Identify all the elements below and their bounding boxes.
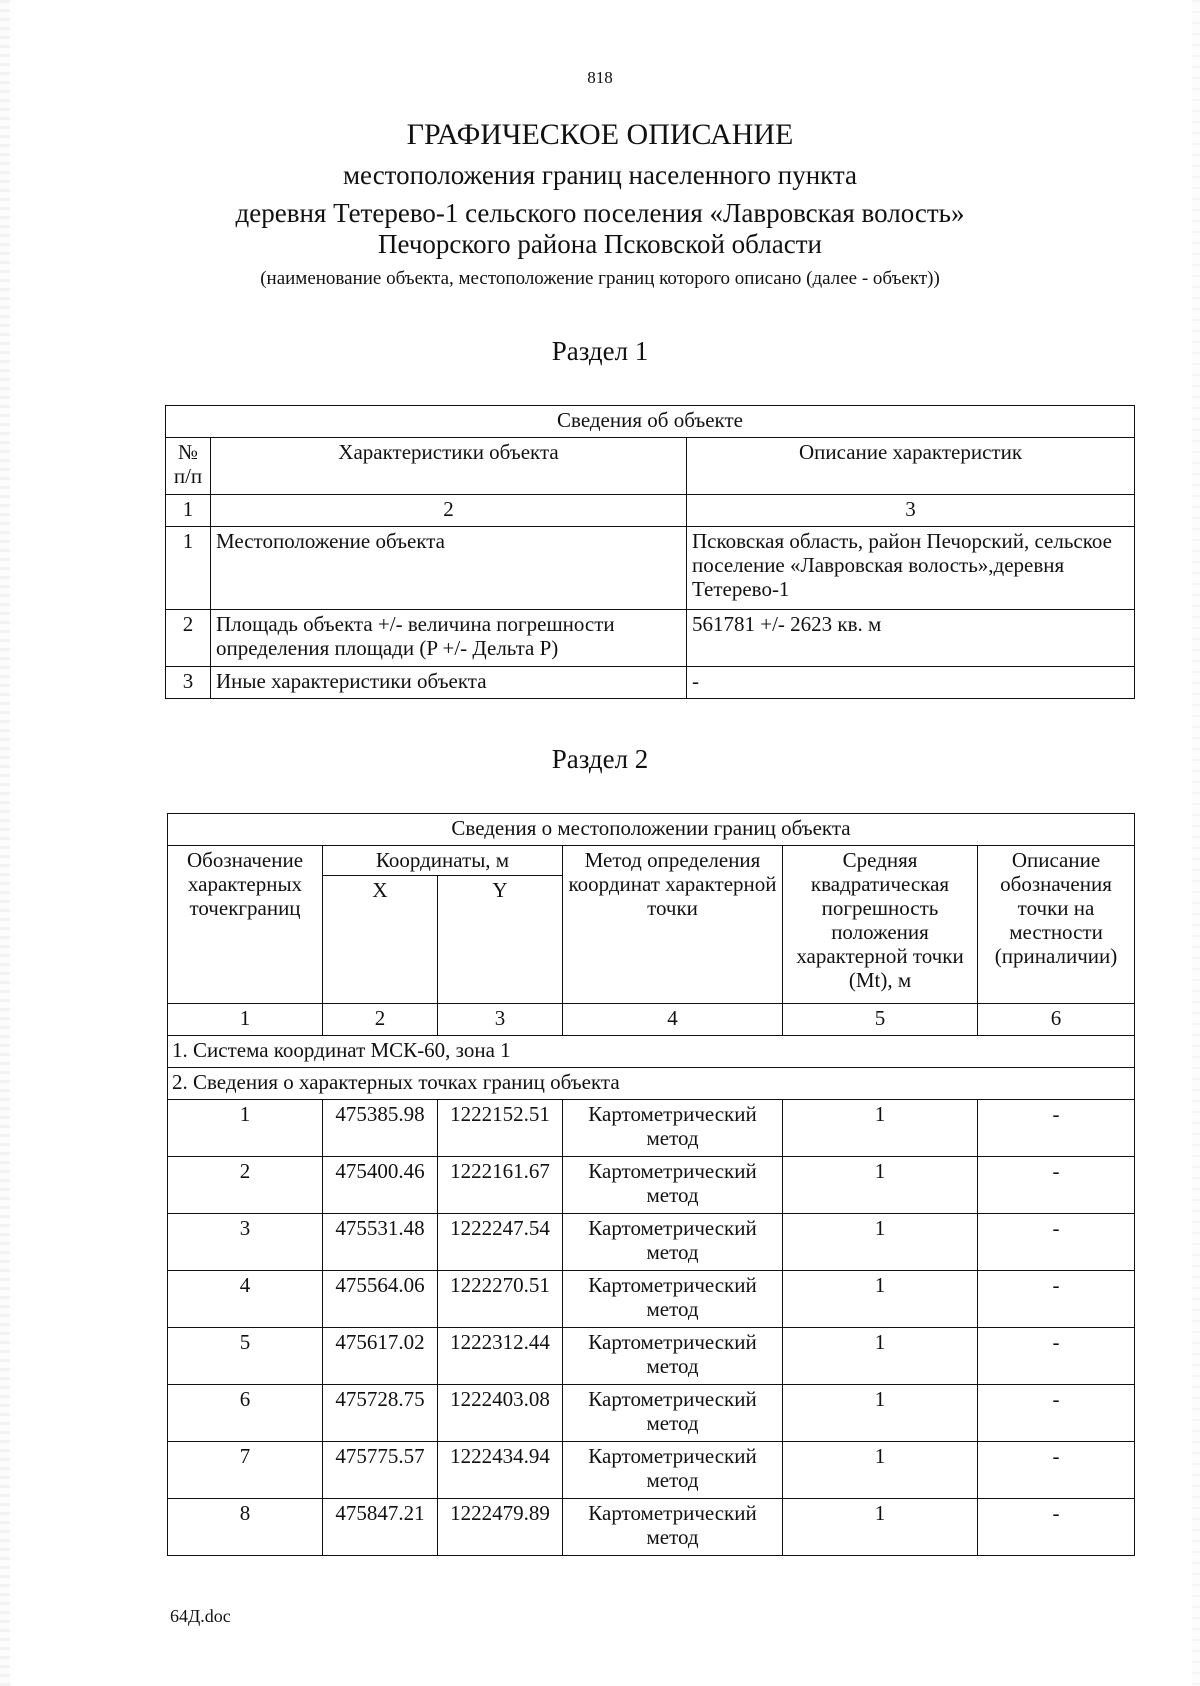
point-mean-error: 1 xyxy=(783,1214,978,1271)
header-characteristics: Характеристики объекта xyxy=(211,438,687,495)
point-mean-error: 1 xyxy=(783,1328,978,1385)
table-row xyxy=(168,1442,1135,1499)
header-coordinates: Координаты, м xyxy=(323,846,563,876)
object-info-table xyxy=(165,405,1135,699)
point-x: 475775.57 xyxy=(323,1442,438,1499)
point-mean-error: 1 xyxy=(783,1499,978,1556)
document-subtitle-line-2: деревня Тетерево-1 сельского поселения «Лавровская волость» xyxy=(235,198,965,228)
column-number: 3 xyxy=(438,1004,563,1036)
row-description: 561781 +/- 2623 кв. м xyxy=(687,610,1135,667)
table-row xyxy=(168,1214,1135,1271)
point-description: - xyxy=(978,1499,1135,1556)
point-x: 475531.48 xyxy=(323,1214,438,1271)
point-y: 1222270.51 xyxy=(438,1271,563,1328)
column-number: 5 xyxy=(783,1004,978,1036)
table-row xyxy=(168,1385,1135,1442)
header-mean-error: Средняя квадратическая погрешность положения характерной точки (Mt), м xyxy=(783,846,978,1004)
point-x: 475847.21 xyxy=(323,1499,438,1556)
row-characteristic: Иные характеристики объекта xyxy=(211,667,687,699)
point-mean-error: 1 xyxy=(783,1271,978,1328)
point-method: Картометрический метод xyxy=(563,1214,783,1271)
point-method: Картометрический метод xyxy=(563,1157,783,1214)
point-number: 7 xyxy=(168,1442,323,1499)
point-number: 6 xyxy=(168,1385,323,1442)
column-number: 2 xyxy=(211,495,687,527)
point-number: 5 xyxy=(168,1328,323,1385)
point-x: 475617.02 xyxy=(323,1328,438,1385)
header-y: Y xyxy=(438,876,563,1004)
header-description: Описание характеристик xyxy=(687,438,1135,495)
point-x: 475385.98 xyxy=(323,1100,438,1157)
point-method: Картометрический метод xyxy=(563,1442,783,1499)
header-x: X xyxy=(323,876,438,1004)
row-description: - xyxy=(687,667,1135,699)
point-description: - xyxy=(978,1328,1135,1385)
table-row xyxy=(168,1157,1135,1214)
row-number: 3 xyxy=(166,667,211,699)
point-mean-error: 1 xyxy=(783,1385,978,1442)
point-number: 2 xyxy=(168,1157,323,1214)
point-y: 1222161.67 xyxy=(438,1157,563,1214)
point-x: 475564.06 xyxy=(323,1271,438,1328)
document-subtitle-line-3: Печорского района Псковской области xyxy=(378,229,822,259)
row-number: 1 xyxy=(166,527,211,610)
column-number: 3 xyxy=(687,495,1135,527)
row-description: Псковская область, район Печорский, сельское поселение «Лавровская волость»,деревня Тетерево-1 xyxy=(687,527,1135,610)
header-point-designation: Обозначение характерных точекграниц xyxy=(168,846,323,1004)
points-section-header: 2. Сведения о характерных точках границ объекта xyxy=(168,1068,1135,1100)
point-x: 475400.46 xyxy=(323,1157,438,1214)
document-subtitle-line-1: местоположения границ населенного пункта xyxy=(342,160,858,190)
point-description: - xyxy=(978,1157,1135,1214)
table-row xyxy=(168,1499,1135,1556)
points-body xyxy=(168,1100,1135,1556)
point-description: - xyxy=(978,1271,1135,1328)
point-x: 475728.75 xyxy=(323,1385,438,1442)
header-no: № п/п xyxy=(166,438,211,495)
point-mean-error: 1 xyxy=(783,1442,978,1499)
point-description: - xyxy=(978,1214,1135,1271)
header-method: Метод определения координат характерной точки xyxy=(563,846,783,1004)
point-y: 1222403.08 xyxy=(438,1385,563,1442)
point-number: 1 xyxy=(168,1100,323,1157)
boundary-points-table xyxy=(167,813,1135,1556)
point-method: Картометрический метод xyxy=(563,1328,783,1385)
point-y: 1222152.51 xyxy=(438,1100,563,1157)
column-number: 4 xyxy=(563,1004,783,1036)
document-subtitle-note: (наименование объекта, местоположение границ которого описано (далее - объект)) xyxy=(260,268,940,289)
table-row xyxy=(166,667,1135,699)
coordinate-system: 1. Система координат МСК-60, зона 1 xyxy=(168,1036,1135,1068)
point-number: 3 xyxy=(168,1214,323,1271)
point-number: 8 xyxy=(168,1499,323,1556)
section-1-title: Раздел 1 xyxy=(551,336,649,366)
object-info-table-title: Сведения об объекте xyxy=(166,406,1135,438)
table-row xyxy=(168,1328,1135,1385)
point-description: - xyxy=(978,1100,1135,1157)
section-2-title: Раздел 2 xyxy=(551,744,649,774)
point-method: Картометрический метод xyxy=(563,1385,783,1442)
point-description: - xyxy=(978,1442,1135,1499)
column-number: 6 xyxy=(978,1004,1135,1036)
point-mean-error: 1 xyxy=(783,1157,978,1214)
table-row xyxy=(168,1100,1135,1157)
document-title: ГРАФИЧЕСКОЕ ОПИСАНИЕ xyxy=(406,118,794,151)
column-number: 1 xyxy=(168,1004,323,1036)
point-y: 1222312.44 xyxy=(438,1328,563,1385)
page-number: 818 xyxy=(587,68,613,87)
point-method: Картометрический метод xyxy=(563,1100,783,1157)
point-y: 1222479.89 xyxy=(438,1499,563,1556)
point-description: - xyxy=(978,1385,1135,1442)
table-row xyxy=(166,527,1135,610)
header-point-description: Описание обозначения точки на местности (приналичии) xyxy=(978,846,1135,1004)
row-characteristic: Площадь объекта +/- величина погрешности определения площади (P +/- Дельта P) xyxy=(211,610,687,667)
column-number: 2 xyxy=(323,1004,438,1036)
point-method: Картометрический метод xyxy=(563,1271,783,1328)
table-row xyxy=(166,610,1135,667)
row-number: 2 xyxy=(166,610,211,667)
point-y: 1222247.54 xyxy=(438,1214,563,1271)
point-number: 4 xyxy=(168,1271,323,1328)
file-name-footer: 64Д.doc xyxy=(170,1606,231,1626)
row-characteristic: Местоположение объекта xyxy=(211,527,687,610)
point-mean-error: 1 xyxy=(783,1100,978,1157)
point-y: 1222434.94 xyxy=(438,1442,563,1499)
column-number: 1 xyxy=(166,495,211,527)
boundary-table-title: Сведения о местоположении границ объекта xyxy=(168,814,1135,846)
table-row xyxy=(168,1271,1135,1328)
point-method: Картометрический метод xyxy=(563,1499,783,1556)
